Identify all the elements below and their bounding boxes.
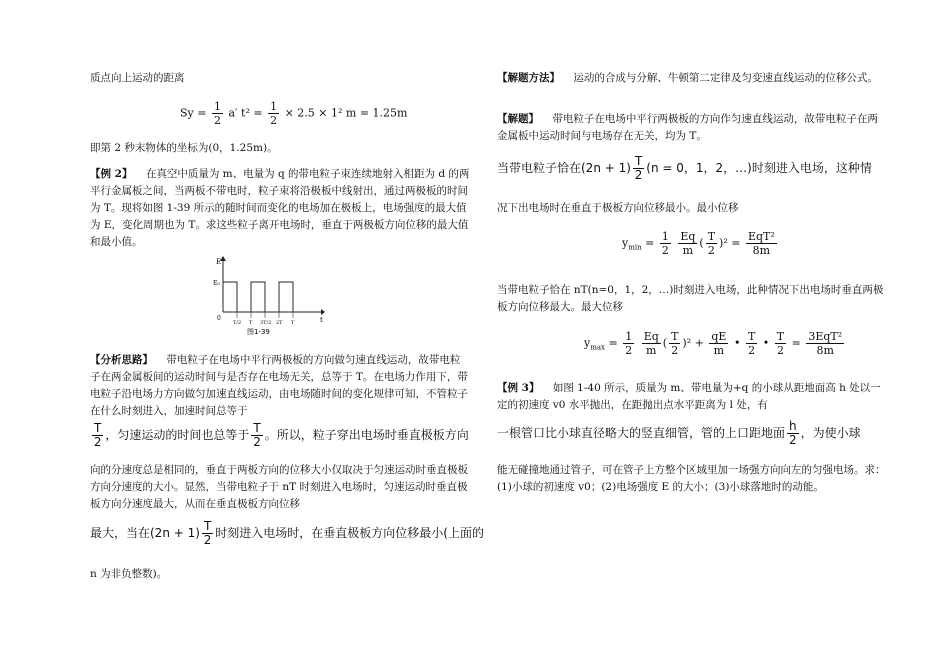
- analysis-text: 带电粒子在电场中平行两极板的方向做匀速直线运动，故带电粒子在两金属板间的运动时间与是否存在电场无关，总等于 T。在电场力作用下，带电粒子沿电场力方向做匀加速直线运动，由电场随时间的变化规律可知，不管粒子在什么时刻进入，加速时间总等于: [90, 354, 468, 417]
- analysis: [90, 352, 470, 420]
- graph-tick-5: T: [291, 320, 295, 326]
- graph-ylabel: E: [216, 258, 222, 266]
- method-text: 运动的合成与分解、牛顿第二定律及匀变速直线运动的位移公式。: [573, 72, 878, 84]
- frac-half-2: $\frac{1}{2}$: [270, 100, 278, 127]
- graph-tick-4: 2T: [276, 320, 283, 326]
- graph-xlabel: t: [320, 316, 323, 324]
- method-label: 【解题方法】: [497, 72, 560, 84]
- solution: [497, 111, 887, 145]
- solution-text: 带电粒子在电场中平行两极板的方向作匀速直线运动，故带电粒子在两金属板中运动时间与电场存在无关，均为 T。: [497, 113, 878, 142]
- analysis-label: 【分析思路】: [90, 354, 153, 366]
- text-distance-intro: 质点向上运动的距离: [90, 72, 185, 84]
- graph-tick-2: T: [249, 320, 253, 326]
- frac-half-1: $\frac{1}{2}$: [213, 100, 221, 127]
- text-coordinate: 即第 2 秒末物体的坐标为(0，1.25m)。: [90, 142, 278, 154]
- handwritten-line-4: 一根管口比小球直径略大的竖直细管，管的上口距地面 $\frac{h}{2}$ ，为使小球: [497, 419, 861, 447]
- example-2-text: 在真空中质量为 m、电量为 q 的带电粒子束连续地射入相距为 d 的两平行金属板之间，当两板不带电时，粒子束将沿极板中线射出，通过两极板的时间为 T。现将如图 1-39 所示的随时间而变化的电场加在极板上，电场强度的最大值为 E，变化周期也为 T。求这些粒子离开电场时，垂直于两极板方向位移的最大值和最小值。: [90, 168, 470, 248]
- handwritten-line-2: 最大，当在(2n + 1) $\frac{T}{2}$ 时刻进入电场时，在垂直极板方向位移最小(上面的: [90, 519, 484, 547]
- formula-sy: [180, 100, 407, 127]
- formula-ymin: $y_{min}$ = $\frac{1}{2}$ $\frac{Eq}{m}$ ( $\frac{T}{2}$ )² = $\frac{\text{EqT²}}{8m}$: [622, 230, 775, 257]
- text-velocity: 向的分速度总是相同的，垂直于两板方向的位移大小仅取决于匀速运动时垂直极板方向分速度的大小。显然，当带电粒子于 nT 时刻进入电场时，匀速运动时垂直极板方向分速度最大，从而在垂直极板方向位移: [90, 464, 468, 510]
- solution-label: 【解题】: [497, 113, 539, 125]
- graph-tick-1: T/2: [233, 320, 242, 326]
- text-max-displacement: 当带电粒子恰在 nT(n=0，1，2，…)时刻进入电场，此种情况下出电场时垂直两极板方向位移最大。最大位移: [497, 284, 884, 313]
- sy-lhs: Sy =: [180, 106, 207, 120]
- sy-mid: a′ t² =: [228, 106, 263, 120]
- figure-1-39: [213, 252, 328, 337]
- handwritten-line-3: 当带电粒子恰在(2n + 1) $\frac{T}{2}$ (n = 0，1，2，…)时刻进入电场，这种情: [497, 154, 872, 182]
- example-3-text: 如图 1-40 所示，质量为 m、带电量为+q 的小球从距地面高 h 处以一定的初速度 v0 水平抛出，在距抛出点水平距离为 l 处，有: [497, 382, 881, 411]
- example-2-label: 【例 2】: [90, 168, 133, 180]
- formula-ymax: $y_{max}$ = $\frac{1}{2}$ $\frac{Eq}{m}$ ( $\frac{T}{2}$ )² + $\frac{qE}{m}$ • $\frac{T}{2}$ • $\frac{T}{2}$ = $\frac{\text{3EqT²}}{8m}$: [584, 330, 843, 357]
- example-2: [90, 166, 470, 251]
- example-3-label: 【例 3】: [497, 382, 540, 394]
- method: [497, 70, 887, 87]
- text-min-displacement: 况下出电场时在垂直于极板方向位移最小。最小位移: [497, 202, 739, 214]
- graph-origin: 0: [217, 315, 221, 322]
- example-3: [497, 380, 887, 414]
- text-n-nonneg: n 为非负整数)。: [90, 568, 168, 580]
- handwritten-line-1: $\frac{T}{2}$ ，匀速运动的时间也总等于 $\frac{T}{2}$ 。所以，粒子穿出电场时垂直极板方向: [93, 421, 469, 449]
- graph-tick-3: 3T/2: [260, 320, 272, 326]
- graph-e0: E₀: [213, 280, 220, 287]
- graph-caption: 图1-39: [247, 328, 270, 336]
- sy-rhs: × 2.5 × 1² m = 1.25m: [284, 106, 408, 120]
- text-electric-field: 能无碰撞地通过管子，可在管子上方整个区域里加一场强方向向左的匀强电场。求：(1)小球的初速度 v0；(2)电场强度 E 的大小；(3)小球落地时的动能。: [497, 464, 886, 493]
